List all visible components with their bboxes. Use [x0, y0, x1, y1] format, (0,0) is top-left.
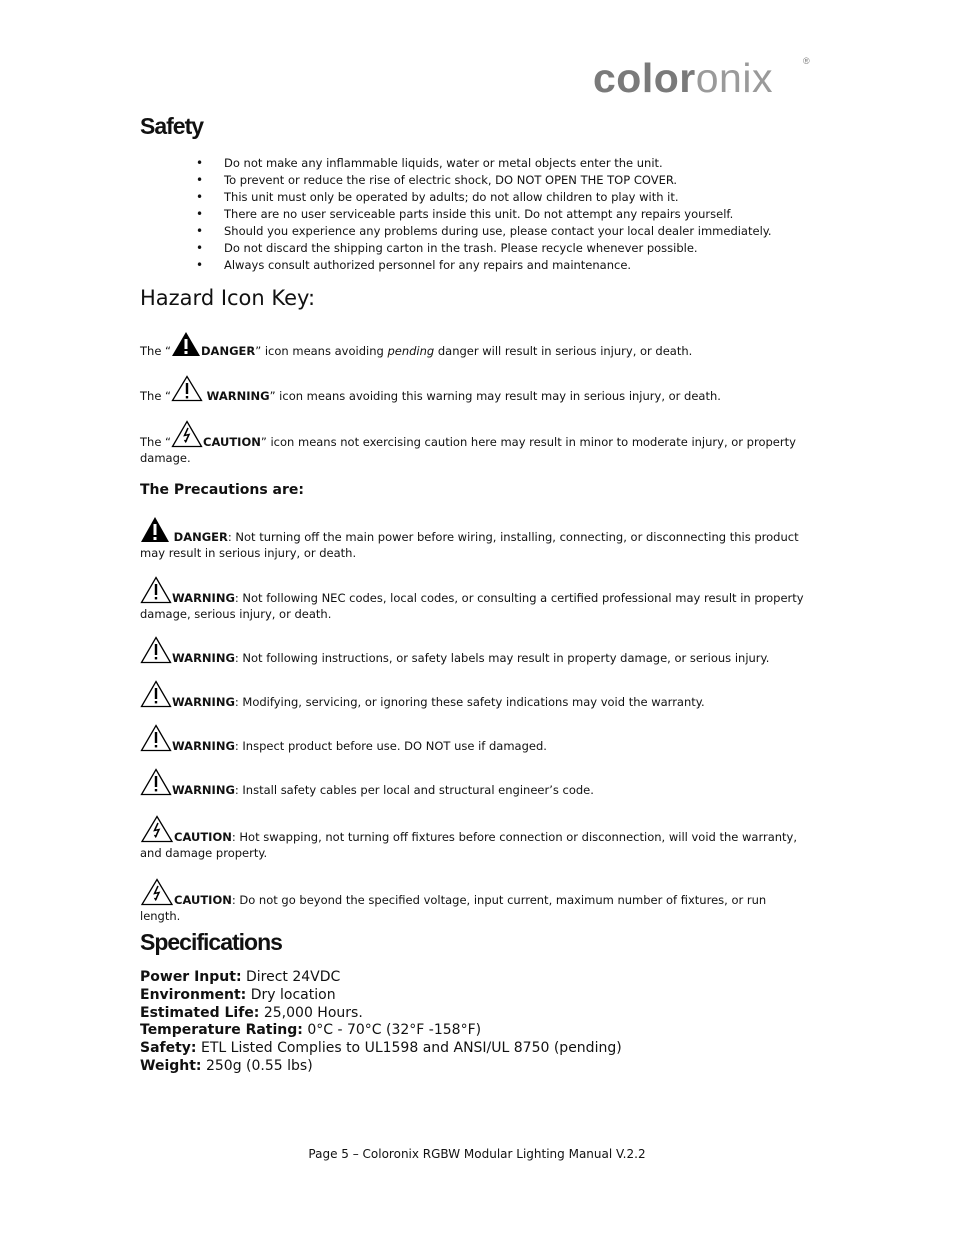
precaution-text: : Install safety cables per local and structural engineer’s code. — [234, 783, 594, 797]
danger-icon — [140, 516, 170, 543]
safety-item: • To prevent or reduce the rise of electric shock, DO NOT OPEN THE TOP COVER. — [140, 172, 820, 189]
precaution-label: CAUTION — [174, 893, 232, 907]
caution-icon — [140, 815, 174, 843]
precaution-label: WARNING — [172, 739, 235, 753]
coloronix-logo — [593, 55, 810, 101]
precaution-label: WARNING — [172, 591, 235, 605]
precaution-item — [140, 680, 810, 711]
logo-part-1: color — [593, 55, 696, 101]
spec-row — [140, 1058, 622, 1076]
hazard-danger-mid: ” icon means avoiding — [255, 344, 388, 358]
logo-wordmark — [593, 55, 773, 101]
precaution-text: : Modifying, servicing, or ignoring these safety indications may void the warranty. — [234, 695, 705, 709]
spec-row — [140, 1022, 622, 1040]
spec-row — [140, 969, 622, 987]
hazard-key-caution — [140, 420, 810, 466]
warning-icon — [140, 724, 172, 752]
danger-icon — [171, 331, 201, 357]
precaution-item — [140, 768, 810, 799]
hazard-warning-label: WARNING — [206, 389, 270, 403]
spec-row — [140, 1005, 622, 1023]
precaution-label: WARNING — [172, 651, 235, 665]
spec-label: Temperature Rating: — [140, 1022, 303, 1039]
caution-icon — [171, 420, 203, 448]
safety-item: • This unit must only be operated by adults; do not allow children to play with it. — [140, 189, 820, 206]
precaution-item — [140, 815, 810, 861]
hazard-caution-label: CAUTION — [203, 435, 261, 449]
hazard-danger-em: pending — [387, 344, 435, 358]
logo-part-2: onix — [695, 55, 773, 101]
precaution-label: WARNING — [172, 783, 235, 797]
spec-value: Dry location — [246, 986, 336, 1003]
specifications-heading: Specifications — [140, 929, 282, 955]
safety-item: • Do not make any inflammable liquids, water or metal objects enter the unit. — [140, 155, 820, 172]
safety-list — [140, 155, 820, 274]
hazard-warning-pre: The “ — [140, 389, 172, 403]
spec-label: Environment: — [140, 986, 247, 1003]
spec-row — [140, 987, 622, 1005]
hazard-key-danger — [140, 331, 810, 360]
spec-value: 25,000 Hours. — [259, 1004, 363, 1021]
spec-value: ETL Listed Complies to UL1598 and ANSI/UL 8750 (pending) — [196, 1040, 622, 1057]
precaution-item — [140, 878, 810, 924]
warning-icon — [171, 375, 203, 402]
logo-registered-mark: ® — [803, 56, 810, 66]
warning-icon — [140, 576, 172, 604]
hazard-danger-label: DANGER — [201, 344, 256, 358]
safety-item: • Do not discard the shipping carton in the trash. Please recycle whenever possible. — [140, 240, 820, 257]
safety-heading: Safety — [140, 113, 204, 139]
page-footer: Page 5 – Coloronix RGBW Modular Lighting Manual V.2.2 — [308, 1147, 646, 1161]
precaution-item — [140, 576, 810, 622]
spec-label: Weight: — [140, 1057, 202, 1074]
precaution-item — [140, 724, 810, 755]
precautions-heading: The Precautions are: — [140, 482, 304, 498]
safety-item: • There are no user serviceable parts inside this unit. Do not attempt any repairs yourself. — [140, 206, 820, 223]
spec-value: Direct 24VDC — [241, 969, 341, 985]
safety-item: • Should you experience any problems during use, please contact your local dealer immediately. — [140, 223, 820, 240]
warning-icon — [140, 636, 172, 664]
hazard-caution-post: ” icon means not exercising caution here may result in minor to moderate injury, or property damage. — [140, 435, 796, 465]
precaution-item — [140, 516, 810, 561]
spec-value: 0°C - 70°C (32°F -158°F) — [302, 1022, 482, 1039]
hazard-key-warning — [140, 375, 810, 405]
spec-value: 250g (0.55 lbs) — [201, 1057, 313, 1074]
hazard-danger-pre: The “ — [140, 344, 172, 358]
precaution-text: : Not following instructions, or safety labels may result in property damage, or serious injury. — [234, 651, 770, 665]
spec-label: Safety: — [140, 1040, 197, 1057]
precaution-label: CAUTION — [174, 830, 232, 844]
warning-icon — [140, 680, 172, 708]
warning-icon — [140, 768, 172, 796]
precaution-text: : Inspect product before use. DO NOT use if damaged. — [234, 739, 547, 753]
precaution-text: : Do not go beyond the specified voltage, input current, maximum number of fixtures, or run length. — [140, 893, 767, 923]
caution-icon — [140, 878, 174, 906]
specifications-list — [140, 969, 622, 1076]
precaution-text: : Not following NEC codes, local codes, or consulting a certified professional may result in property damage, serious injury, or death. — [140, 591, 804, 621]
precaution-label: WARNING — [172, 695, 235, 709]
hazard-warning-post: ” icon means avoiding this warning may result may in serious injury, or death. — [269, 389, 721, 403]
precaution-text: : Not turning off the main power before wiring, installing, connecting, or disconnecting this product may result in serious injury, or death. — [140, 530, 799, 560]
safety-item: • Always consult authorized personnel for any repairs and maintenance. — [140, 257, 820, 274]
precaution-text: : Hot swapping, not turning off fixtures before connection or disconnection, will void the warranty, and damage property. — [140, 830, 798, 860]
hazard-caution-pre: The “ — [140, 435, 172, 449]
spec-row — [140, 1040, 622, 1058]
hazard-key-heading: Hazard Icon Key: — [140, 286, 316, 310]
spec-label: Estimated Life: — [140, 1004, 260, 1021]
hazard-danger-post: danger will result in serious injury, or death. — [434, 344, 693, 358]
precaution-item — [140, 636, 810, 667]
precaution-label: DANGER — [173, 530, 228, 544]
spec-label: Power Input: — [140, 969, 242, 985]
